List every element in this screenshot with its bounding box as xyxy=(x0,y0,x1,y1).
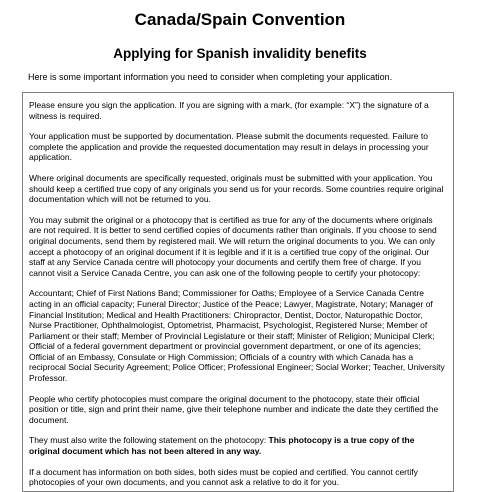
paragraph-signature: Please ensure you sign the application. If you are signing with a mark, (for example: “X”) the signature of a witness is required. xyxy=(29,100,429,121)
paragraph-certification-steps: People who certify photocopies must compare the original document to the photocopy, state their official position or title, sign and print their name, give their telephone number and indicate the date they certified the document. xyxy=(29,393,439,425)
paragraph-photocopies: You may submit the original or a photocopy that is certified as true for any of the documents where originals are not required. It is better to send certified copies of documents rather than originals. If you choose to send original documents, send them by registered mail. We will return the original documents to you. We can only accept a photocopy of an original document if it is legible and if it is a certified true copy of the original. Our staff at any Service Canada centre will photocopy your documents and certify them free of charge. If you cannot visit a Service Canada Centre, you can ask one of the following people to certify your photocopy: xyxy=(29,214,437,278)
statement-lead: They must also write the following statement on the photocopy: xyxy=(29,435,269,446)
page-title: Canada/Spain Convention xyxy=(134,10,346,29)
intro-text: Here is some important information you need to consider when completing your application. xyxy=(28,72,393,82)
statement-bold: This photocopy is a true copy of the original document which has not been altered in any way. xyxy=(29,435,415,457)
paragraph-certifiers: Accountant; Chief of First Nations Band; Commissioner for Oaths; Employee of a Service Canada Centre acting in an official capacity; Funeral Director; Justice of the Peace; Lawyer, Magistrate, Notary; Manager of Financial Institution; Medical and Health Practitioners: Chiropractor, Dentist, Doctor, Naturopathic Doctor, Nurse Practitioner, Ophthalmologist, Optometrist, Pharmacist, Psychologist, Registered Nurse; Member of Parliament or their staff; Member of Provincial Legislature or their staff; Minister of Religion; Municipal Clerk; Official of a federal government department or provincial government department, or one of its agencies; Official of an Embassy, Consulate or High Commission; Officials of a country with which Canada has a reciprocal Social Security Agreement; Police Officer; Professional Engineer; Social Worker; Teacher, University Professor. xyxy=(29,288,445,384)
page-subtitle: Applying for Spanish invalidity benefits xyxy=(113,46,367,61)
paragraph-statement xyxy=(29,435,447,456)
paragraph-originals: Where original documents are specifically requested, originals must be submitted with your application. You should keep a certified true copy of any originals you send us for your records. Some countries require original documentation which will not be returned to you. xyxy=(29,172,444,205)
paragraph-both-sides: If a document has information on both sides, both sides must be copied and certified. You cannot certify photocopies of your own documents, and you cannot ask a relative to do it for you. xyxy=(29,466,418,488)
paragraph-documentation: Your application must be supported by documentation. Please submit the documents requested. Failure to complete the application and provide the requested documentation may result in delays in processing your application. xyxy=(29,131,429,163)
information-box xyxy=(22,92,454,492)
